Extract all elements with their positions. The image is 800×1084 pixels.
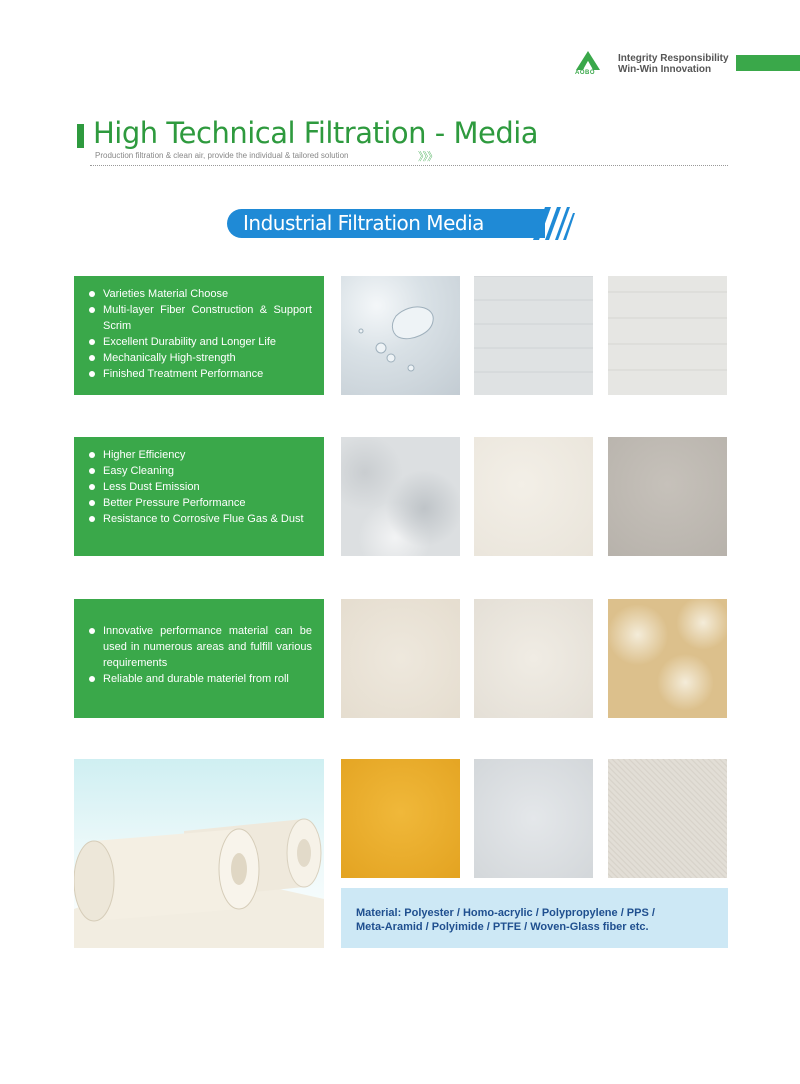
feature-item: Better Pressure Performance — [88, 495, 312, 511]
arrows-icon: 》》》 — [418, 151, 437, 163]
feature-item: Innovative performance material can be used in numerous areas and fulfill various requirements — [88, 623, 312, 671]
feature-item: Finished Treatment Performance — [88, 366, 312, 382]
feature-item: Resistance to Corrosive Flue Gas & Dust — [88, 511, 312, 527]
feature-panel-2 — [74, 437, 324, 556]
material-line-2: Meta-Aramid / Polyimide / PTFE / Woven-Glass fiber etc. — [356, 921, 649, 933]
feature-item: Higher Efficiency — [88, 447, 312, 463]
media-swatch-light-grey — [474, 759, 593, 878]
media-swatch-taupe — [608, 437, 727, 556]
feature-item: Mechanically High-strength — [88, 350, 312, 366]
filter-media-rolls-image — [74, 759, 324, 948]
media-swatch-tan-speckled — [608, 599, 727, 718]
logo-text: AOBO — [575, 70, 595, 76]
feature-item: Reliable and durable materiel from roll — [88, 671, 312, 687]
feature-item: Easy Cleaning — [88, 463, 312, 479]
dotted-divider — [90, 165, 728, 166]
media-swatch-woven — [608, 759, 727, 878]
title-marker — [77, 124, 84, 148]
material-list-box — [341, 888, 728, 948]
media-swatch-scrim-light — [608, 276, 727, 395]
media-roll-icon — [74, 759, 324, 948]
brand-bar — [736, 55, 800, 71]
slogan-line-1: Integrity Responsibility — [618, 53, 729, 64]
feature-panel-1 — [74, 276, 324, 395]
slashes-icon — [525, 207, 575, 240]
media-swatch-water-repellent — [341, 276, 460, 395]
media-swatch-cream — [474, 437, 593, 556]
feature-item: Less Dust Emission — [88, 479, 312, 495]
slogan-line-2: Win-Win Innovation — [618, 64, 712, 75]
feature-item: Multi-layer Fiber Construction & Support Scrim — [88, 302, 312, 334]
water-droplet-icon — [341, 276, 460, 395]
media-swatch-speckled-grey — [341, 437, 460, 556]
page-title: High Technical Filtration - Media — [93, 116, 539, 150]
media-swatch-scrim-grey — [474, 276, 593, 395]
brand-header — [575, 50, 800, 78]
media-swatch-orange — [341, 759, 460, 878]
feature-panel-3 — [74, 599, 324, 718]
feature-item: Varieties Material Choose — [88, 286, 312, 302]
feature-list-2 — [88, 447, 312, 527]
media-swatch-off-white — [474, 599, 593, 718]
media-swatch-beige — [341, 599, 460, 718]
feature-list-1 — [88, 286, 312, 382]
feature-item: Excellent Durability and Longer Life — [88, 334, 312, 350]
page-subtitle: Production filtration & clean air, provide the individual & tailored solution — [95, 151, 349, 160]
section-heading: Industrial Filtration Media — [227, 209, 545, 238]
brand-slogan — [618, 53, 729, 75]
feature-list-3 — [88, 623, 312, 687]
material-line-1: Material: Polyester / Homo-acrylic / Polypropylene / PPS / — [356, 907, 655, 919]
